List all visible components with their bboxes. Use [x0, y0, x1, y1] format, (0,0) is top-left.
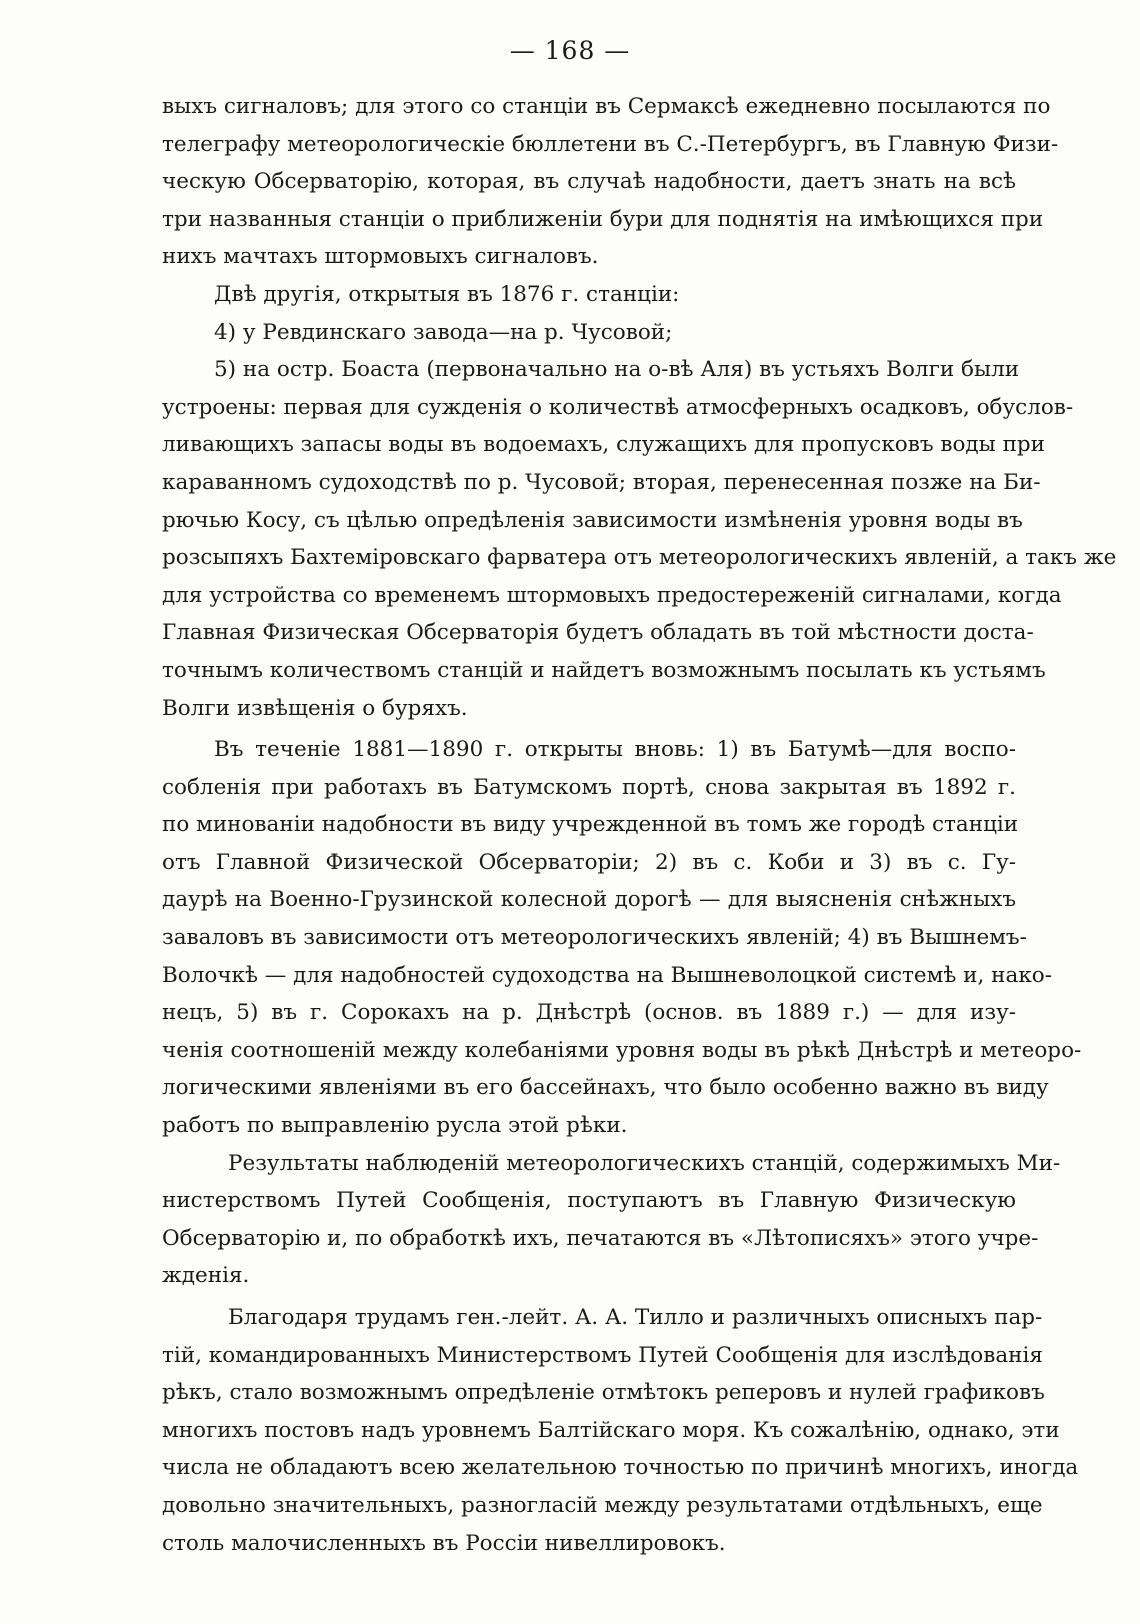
text-line: логическими явленіями въ его бассейнахъ, что было особенно важно въ виду	[162, 1075, 1049, 1101]
text-line: розсыпяхъ Бахтеміровскаго фарватера отъ метеорологическихъ явленій, а такъ же	[162, 545, 1117, 571]
text-line: тій, командированныхъ Министерствомъ Путей Сообщенія для изслѣдованія	[162, 1342, 1043, 1368]
text-line: караванномъ судоходствѣ по р. Чусовой; вторая, перенесенная позже на Би-	[162, 469, 1041, 495]
page-number: — 168 —	[509, 36, 631, 65]
text-line: 5) на остр. Боаста (первоначально на о-вѣ Аля) въ устьяхъ Волги были	[214, 357, 1020, 383]
text-line: рючью Косу, съ цѣлью опредѣленія зависимости измѣненія уровня воды въ	[162, 507, 1023, 533]
text-line: для устройства со временемъ штормовыхъ предостереженій сигналами, когда	[162, 582, 1062, 608]
text-line: выхъ сигналовъ; для этого со станціи въ Сермаксѣ ежедневно посылаются по	[162, 94, 1051, 119]
paragraph-7	[162, 1299, 1079, 1562]
text-line: многихъ постовъ надъ уровнемъ Балтійскаго моря. Къ сожалѣнію, однако, эти	[162, 1417, 1060, 1443]
paragraph-2	[162, 276, 1016, 314]
paragraph-1	[162, 88, 1059, 276]
text-line: Главная Физическая Обсерваторія будетъ обладать въ той мѣстности доста-	[162, 620, 1034, 646]
text-line: нихъ мачтахъ штормовыхъ сигналовъ.	[162, 244, 599, 270]
text-line: Обсерваторію и, по обработкѣ ихъ, печатаются въ «Лѣтописяхъ» этого учре-	[162, 1225, 1039, 1251]
text-line: заваловъ въ зависимости отъ метеорологическихъ явленій; 4) въ Вышнемъ-	[162, 925, 1027, 951]
text-line: жденія.	[162, 1263, 250, 1289]
text-line: устроены: первая для сужденія о количествѣ атмосферныхъ осадковъ, обуслов-	[162, 394, 1074, 420]
text-line: Волги извѣщенія о буряхъ.	[162, 695, 468, 721]
paragraph-3	[162, 314, 1016, 352]
text-line: собленія при работахъ въ Батумскомъ портѣ, снова закрытая въ 1892 г.	[162, 774, 1016, 800]
text-line: точнымъ количествомъ станцій и найдетъ возможнымъ посылать къ устьямъ	[162, 657, 1046, 683]
text-line: отъ Главной Физической Обсерваторіи; 2) въ с. Коби и 3) въ с. Гу-	[162, 849, 1016, 875]
text-line: Въ теченіе 1881—1890 г. открыты вновь: 1) въ Батумѣ—для воспо-	[214, 737, 1016, 763]
text-line: нистерствомъ Путей Сообщенія, поступаютъ въ Главную Физическую	[162, 1188, 1016, 1214]
text-line: телеграфу метеорологическіе бюллетени въ С.-Петербургъ, въ Главную Физи-	[162, 131, 1059, 157]
text-line: нецъ, 5) въ г. Сорокахъ на р. Днѣстрѣ (основ. въ 1889 г.) — для изу-	[162, 1000, 1016, 1026]
text-line: рѣкъ, стало возможнымъ опредѣленіе отмѣтокъ реперовъ и нулей графиковъ	[162, 1380, 1045, 1406]
text-line: ливающихъ запасы воды въ водоемахъ, служащихъ для пропусковъ воды при	[162, 432, 1045, 458]
text-line: 4) у Ревдинскаго завода—на р. Чусовой;	[214, 319, 673, 345]
paragraph-5	[162, 731, 1082, 1145]
text-line: ченія соотношеній между колебаніями уровня воды въ рѣкѣ Днѣстрѣ и метеоро-	[162, 1037, 1082, 1063]
paragraph-4	[162, 351, 1117, 727]
text-line: работъ по выправленію русла этой рѣки.	[162, 1113, 628, 1139]
text-line: Результаты наблюденій метеорологическихъ станцій, содержимыхъ Ми-	[228, 1150, 1061, 1176]
text-line: Благодаря трудамъ ген.-лейт. А. А. Тилло и различныхъ описныхъ пар-	[228, 1305, 1043, 1330]
text-line: числа не обладаютъ всею желательною точностью по причинѣ многихъ, иногда	[162, 1455, 1079, 1481]
body-text	[162, 88, 1117, 1562]
text-line: довольно значительныхъ, разногласій между результатами отдѣльныхъ, еще	[162, 1492, 1043, 1518]
text-line: столь малочисленныхъ въ Россіи нивеллировокъ.	[162, 1530, 726, 1556]
text-line: даурѣ на Военно-Грузинской колесной дорогѣ — для выясненія снѣжныхъ	[162, 887, 1016, 913]
text-line: ческую Обсерваторію, которая, въ случаѣ надобности, даетъ знать на всѣ	[162, 169, 1016, 195]
text-line: по минованіи надобности въ виду учрежденной въ томъ же городѣ станціи	[162, 812, 1019, 838]
paragraph-6	[162, 1145, 1061, 1295]
text-line: Волочкѣ — для надобностей судоходства на Вышневолоцкой системѣ и, нако-	[162, 962, 1052, 988]
text-line: три названныя станціи о приближеніи бури для поднятія на имѣющихся при	[162, 206, 1044, 232]
text-line: Двѣ другія, открытыя въ 1876 г. станціи:	[214, 281, 680, 307]
